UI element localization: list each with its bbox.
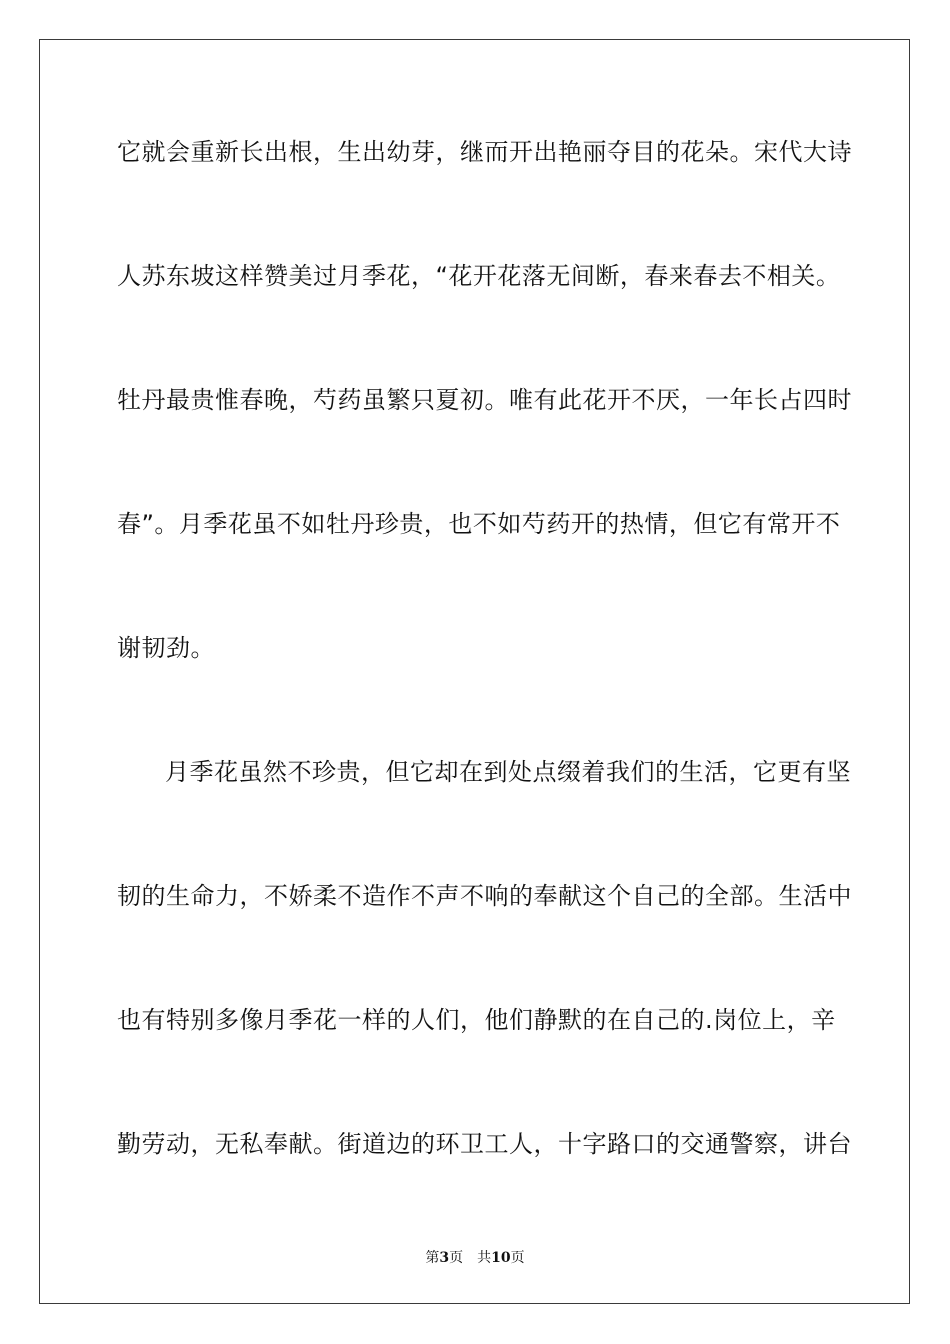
text-line-8: 也有特别多像月季花一样的人们，他们静默的在自己的.岗位上，辛 <box>117 1006 836 1034</box>
text-line-2: 人苏东坡这样赞美过月季花，“花开花落无间断，春来春去不相关。 <box>117 262 841 290</box>
text-line-1: 它就会重新长出根，生出幼芽，继而开出艳丽夺目的花朵。宋代大诗 <box>117 138 852 166</box>
text-line-6-paragraph-start: 月季花虽然不珍贵，但它却在到处点缀着我们的生活，它更有坚 <box>165 758 851 786</box>
page-suffix: 页 <box>449 1250 464 1266</box>
page-number: 3 <box>439 1250 450 1266</box>
text-line-4: 春”。月季花虽不如牡丹珍贵，也不如芍药开的热情，但它有常开不 <box>117 510 841 538</box>
text-line-3: 牡丹最贵惟春晚，芍药虽繁只夏初。唯有此花开不厌，一年长占四时 <box>117 386 852 414</box>
total-suffix: 页 <box>510 1250 525 1266</box>
text-line-5: 谢韧劲。 <box>117 634 215 662</box>
page-footer <box>0 1247 950 1267</box>
page-border <box>39 39 910 1304</box>
total-pages: 10 <box>491 1250 511 1266</box>
page-prefix: 第 <box>425 1250 440 1266</box>
text-line-7: 韧的生命力，不娇柔不造作不声不响的奉献这个自己的全部。生活中 <box>117 882 852 910</box>
total-prefix: 共 <box>477 1250 492 1266</box>
text-line-9: 勤劳动，无私奉献。街道边的环卫工人，十字路口的交通警察，讲台 <box>117 1130 852 1158</box>
